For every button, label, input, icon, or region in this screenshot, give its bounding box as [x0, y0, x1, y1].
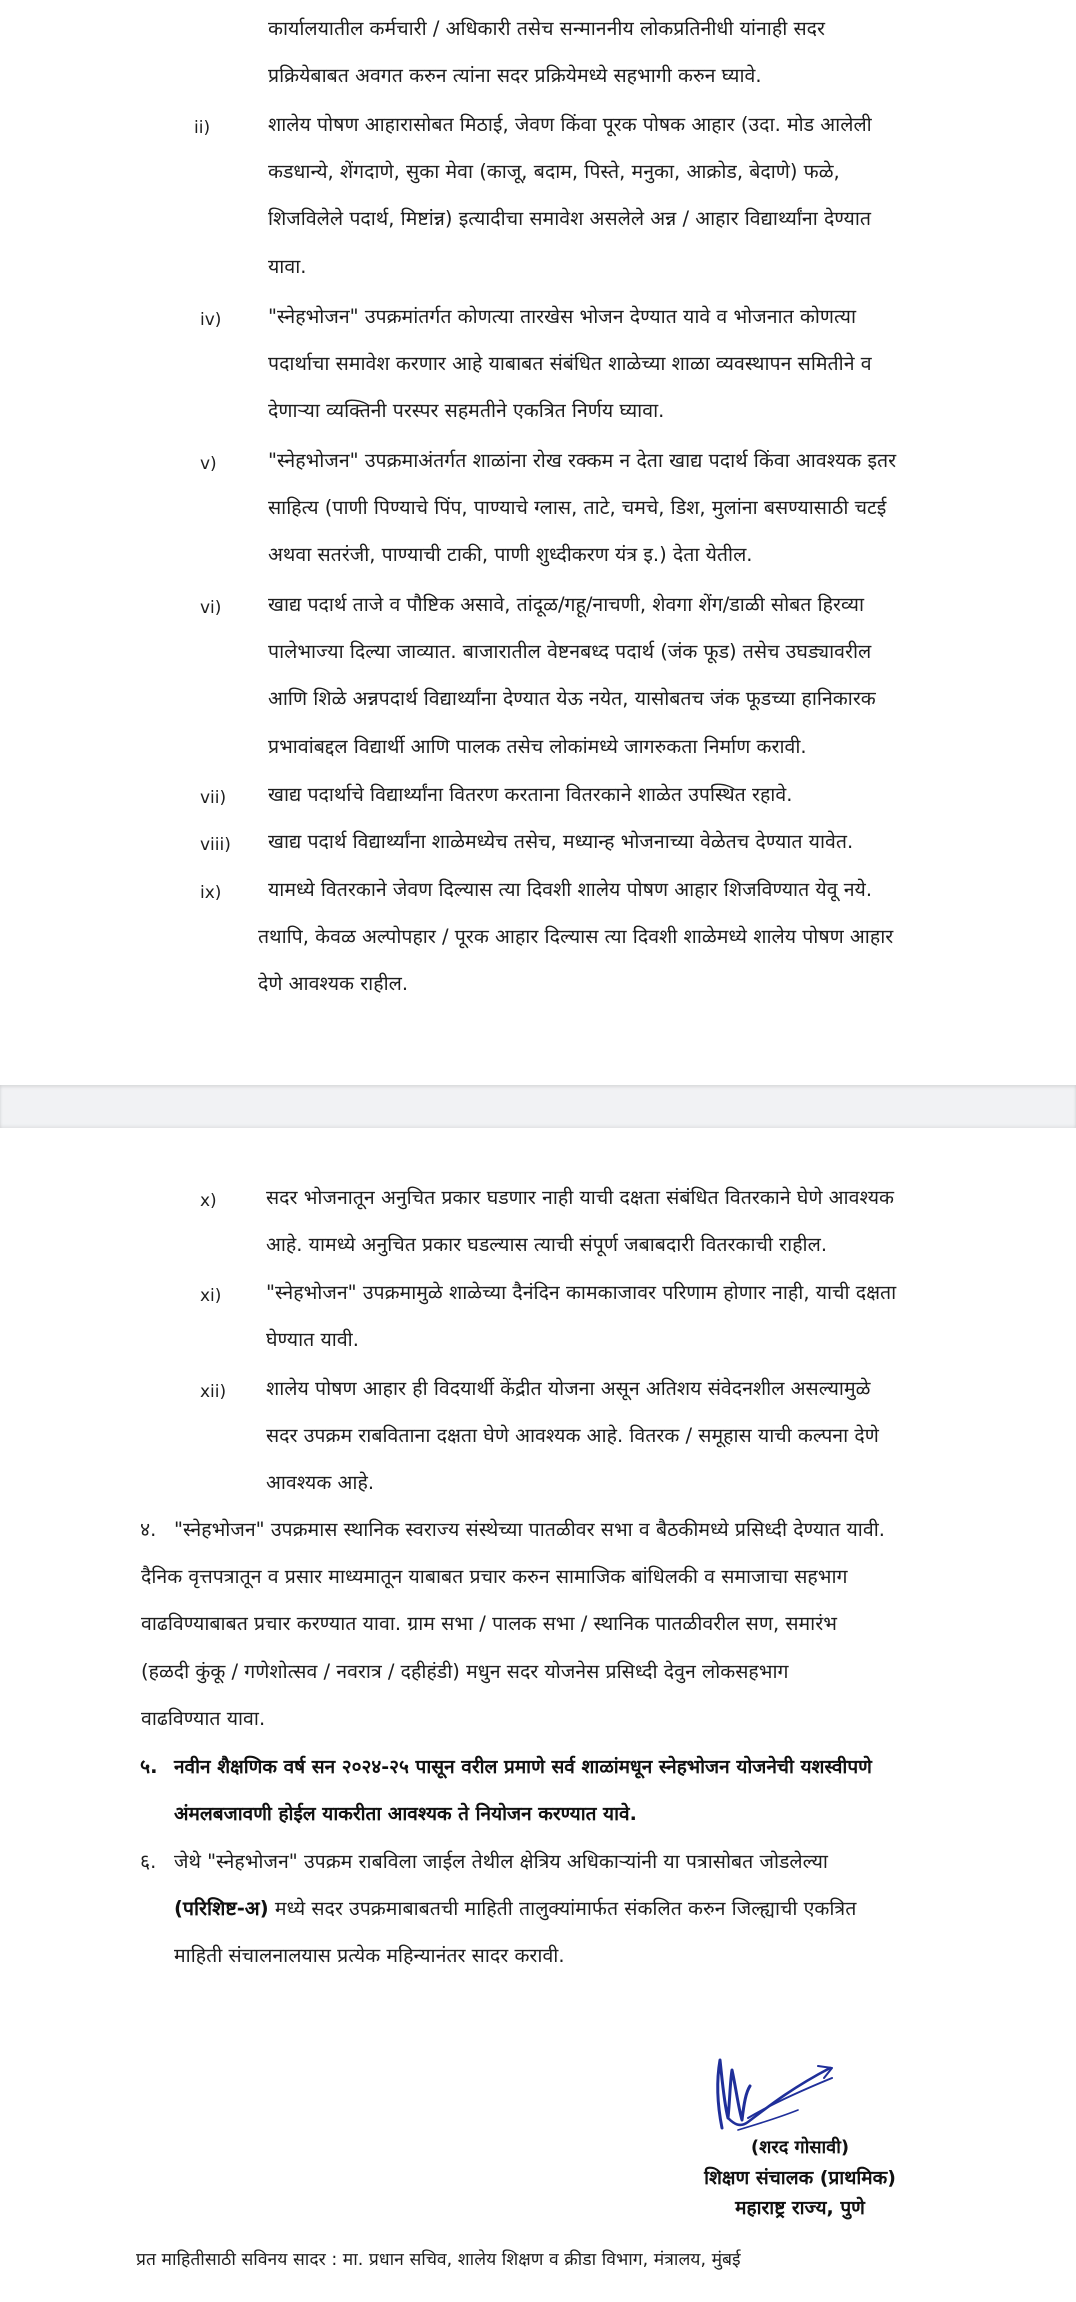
item-v-line-3: अथवा सतरंजी, पाण्याची टाकी, पाणी शुध्दीकरण यंत्र इ.) देता येतील. — [268, 543, 753, 566]
item-ix-number: ix) — [200, 883, 222, 903]
handwritten-signature — [708, 2048, 838, 2143]
point-6-number: ६. — [140, 1850, 157, 1873]
item-xii-line-2: सदर उपक्रम राबविताना दक्षता घेणे आवश्यक आहे. वितरक / समूहास याची कल्पना देणे — [266, 1424, 879, 1447]
item-xi-number: xi) — [200, 1286, 222, 1306]
item-vii-number: vii) — [200, 788, 227, 808]
document-page-2 — [0, 1128, 1076, 2302]
item-viii-number: viii) — [200, 835, 231, 855]
item-xii-line-1: शालेय पोषण आहार ही विदयार्थी केंद्रीत योजना असून अतिशय संवेदनशील असल्यामुळे — [266, 1377, 871, 1400]
item-x-line-2: आहे. यामध्ये अनुचित प्रकार घडल्यास त्याची संपूर्ण जबाबदारी वितरकाची राहील. — [266, 1233, 828, 1256]
item-xi-line-2: घेण्यात यावी. — [266, 1328, 359, 1351]
item-xii-number: xii) — [200, 1382, 227, 1402]
item-vii-line-1: खाद्य पदार्थाचे विद्यार्थ्यांना वितरण करताना वितरकाने शाळेत उपस्थित रहावे. — [268, 783, 793, 806]
point-4-line-2: दैनिक वृत्तपत्रातून व प्रसार माध्यमातून याबाबत प्रचार करुन सामाजिक बांधिलकी व समाजाचा सहभाग — [141, 1565, 848, 1588]
point-6-line-2 — [174, 1894, 856, 1924]
item-v-line-2: साहित्य (पाणी पिण्याचे पिंप, पाण्याचे ग्लास, ताटे, चमचे, डिश, मुलांना बसण्यासाठी चटई — [268, 496, 887, 519]
annexure-a-label: (परिशिष्ट-अ) — [174, 1897, 269, 1920]
item-vi-line-2: पालेभाज्या दिल्या जाव्यात. बाजारातील वेष्टनबध्द पदार्थ (जंक फूड) तसेच उघड्यावरील — [268, 640, 872, 663]
point-4-line-1: "स्नेहभोजन" उपक्रमास स्थानिक स्वराज्य संस्थेच्या पातळीवर सभा व बैठकीमध्ये प्रसिध्दी देण्यात यावी. — [174, 1518, 885, 1541]
item-vi-line-1: खाद्य पदार्थ ताजे व पौष्टिक असावे, तांदूळ/गहू/नाचणी, शेवगा शेंग/डाळी सोबत हिरव्या — [268, 593, 865, 616]
signatory-designation: शिक्षण संचालक (प्राथमिक) — [704, 2167, 896, 2189]
item-vi-number: vi) — [200, 598, 222, 618]
item-iv-line-1: "स्नेहभोजन" उपक्रमांतर्गत कोणत्या तारखेस भोजन देण्यात यावे व भोजनात कोणत्या — [268, 305, 857, 328]
point-4-line-5: वाढविण्यात यावा. — [141, 1707, 266, 1730]
point-4-line-4: (हळदी कुंकू / गणेशोत्सव / नवरात्र / दहीहंडी) मधुन सदर योजनेस प्रसिध्दी देवुन लोकसहभाग — [141, 1660, 789, 1683]
item-iv-line-2: पदार्थाचा समावेश करणार आहे याबाबत संबंधित शाळेच्या शाळा व्यवस्थापन समितीने व — [268, 352, 872, 375]
point-6-line-2-rest: मध्ये सदर उपक्रमाबाबतची माहिती तालुक्यांमार्फत संकलित करुन जिल्ह्याची एकत्रित — [268, 1897, 857, 1920]
item-ix-line-3: देणे आवश्यक राहील. — [258, 972, 409, 995]
intro-line-1: कार्यालयातील कर्मचारी / अधिकारी तसेच सन्माननीय लोकप्रतिनीधी यांनाही सदर — [268, 17, 825, 40]
item-ii-line-1: शालेय पोषण आहारासोबत मिठाई, जेवण किंवा पूरक पोषक आहार (उदा. मोड आलेली — [268, 113, 872, 136]
item-iv-line-3: देणाऱ्या व्यक्तिनी परस्पर सहमतीने एकत्रित निर्णय घ्यावा. — [268, 399, 665, 422]
document-page-1 — [0, 0, 1076, 1085]
item-ii-number: ii) — [194, 118, 211, 138]
item-ii-line-2: कडधान्ये, शेंगदाणे, सुका मेवा (काजू, बदाम, पिस्ते, मनुका, आक्रोड, बेदाणे) फळे, — [268, 160, 840, 183]
point-4-line-3: वाढविण्याबाबत प्रचार करण्यात यावा. ग्राम सभा / पालक सभा / स्थानिक पातळीवरील सण, समारंभ — [141, 1612, 837, 1635]
item-viii-line-1: खाद्य पदार्थ विद्यार्थ्यांना शाळेमध्येच तसेच, मध्यान्ह भोजनाच्या वेळेतच देण्यात यावेत. — [268, 830, 854, 853]
intro-line-2: प्रक्रियेबाबत अवगत करुन त्यांना सदर प्रक्रियेमध्ये सहभागी करुन घ्यावे. — [268, 64, 762, 87]
point-6-line-3: माहिती संचालनालयास प्रत्येक महिन्यानंतर सादर करावी. — [174, 1944, 565, 1967]
item-ix-line-1: यामध्ये वितरकाने जेवण दिल्यास त्या दिवशी शालेय पोषण आहार शिजविण्यात येवू नये. — [268, 878, 873, 901]
item-ii-line-3: शिजविलेले पदार्थ, मिष्टांन्न) इत्यादीचा समावेश असलेले अन्न / आहार विद्यार्थ्यांना देण्यात — [268, 207, 872, 230]
item-ix-line-2: तथापि, केवळ अल्पोपहार / पूरक आहार दिल्यास त्या दिवशी शाळेमध्ये शालेय पोषण आहार — [258, 925, 894, 948]
item-iv-number: iv) — [200, 310, 222, 330]
item-xii-line-3: आवश्यक आहे. — [266, 1471, 375, 1494]
item-vi-line-4: प्रभावांबद्दल विद्यार्थी आणि पालक तसेच लोकांमध्ये जागरुकता निर्माण करावी. — [268, 735, 807, 758]
item-xi-line-1: "स्नेहभोजन" उपक्रमामुळे शाळेच्या दैनंदिन कामकाजावर परिणाम होणार नाही, याची दक्षता — [266, 1281, 897, 1304]
item-v-line-1: "स्नेहभोजन" उपक्रमाअंतर्गत शाळांना रोख रक्कम न देता खाद्य पदार्थ किंवा आवश्यक इतर — [268, 449, 897, 472]
point-5-line-2: अंमलबजावणी होईल याकरीता आवश्यक ते नियोजन करण्यात यावे. — [174, 1803, 637, 1825]
item-v-number: v) — [200, 454, 217, 474]
signatory-name: (शरद गोसावी) — [750, 2137, 850, 2158]
page-separator — [0, 1085, 1076, 1128]
item-vi-line-3: आणि शिळे अन्नपदार्थ विद्यार्थ्यांना देण्यात येऊ नयेत, यासोबतच जंक फूडच्या हानिकारक — [268, 687, 876, 710]
item-x-number: x) — [200, 1191, 217, 1211]
point-5-line-1: नवीन शैक्षणिक वर्ष सन २०२४-२५ पासून वरील प्रमाणे सर्व शाळांमधून स्नेहभोजन योजनेची यशस्वीपणे — [174, 1756, 872, 1778]
signatory-office: महाराष्ट्र राज्य, पुणे — [735, 2197, 865, 2219]
item-ii-line-4: यावा. — [268, 255, 307, 278]
point-6-line-1: जेथे "स्नेहभोजन" उपक्रम राबविला जाईल तेथील क्षेत्रिय अधिकाऱ्यांनी या पत्रासोबत जोडलेल्या — [174, 1850, 828, 1873]
point-4-number: ४. — [140, 1518, 157, 1541]
item-x-line-1: सदर भोजनातून अनुचित प्रकार घडणार नाही याची दक्षता संबंधित वितरकाने घेणे आवश्यक — [266, 1186, 895, 1209]
copy-to-footer: प्रत माहितीसाठी सविनय सादर : मा. प्रधान सचिव, शालेय शिक्षण व क्रीडा विभाग, मंत्रालय, मुंबई — [136, 2250, 741, 2270]
point-5-number: ५. — [140, 1755, 158, 1778]
